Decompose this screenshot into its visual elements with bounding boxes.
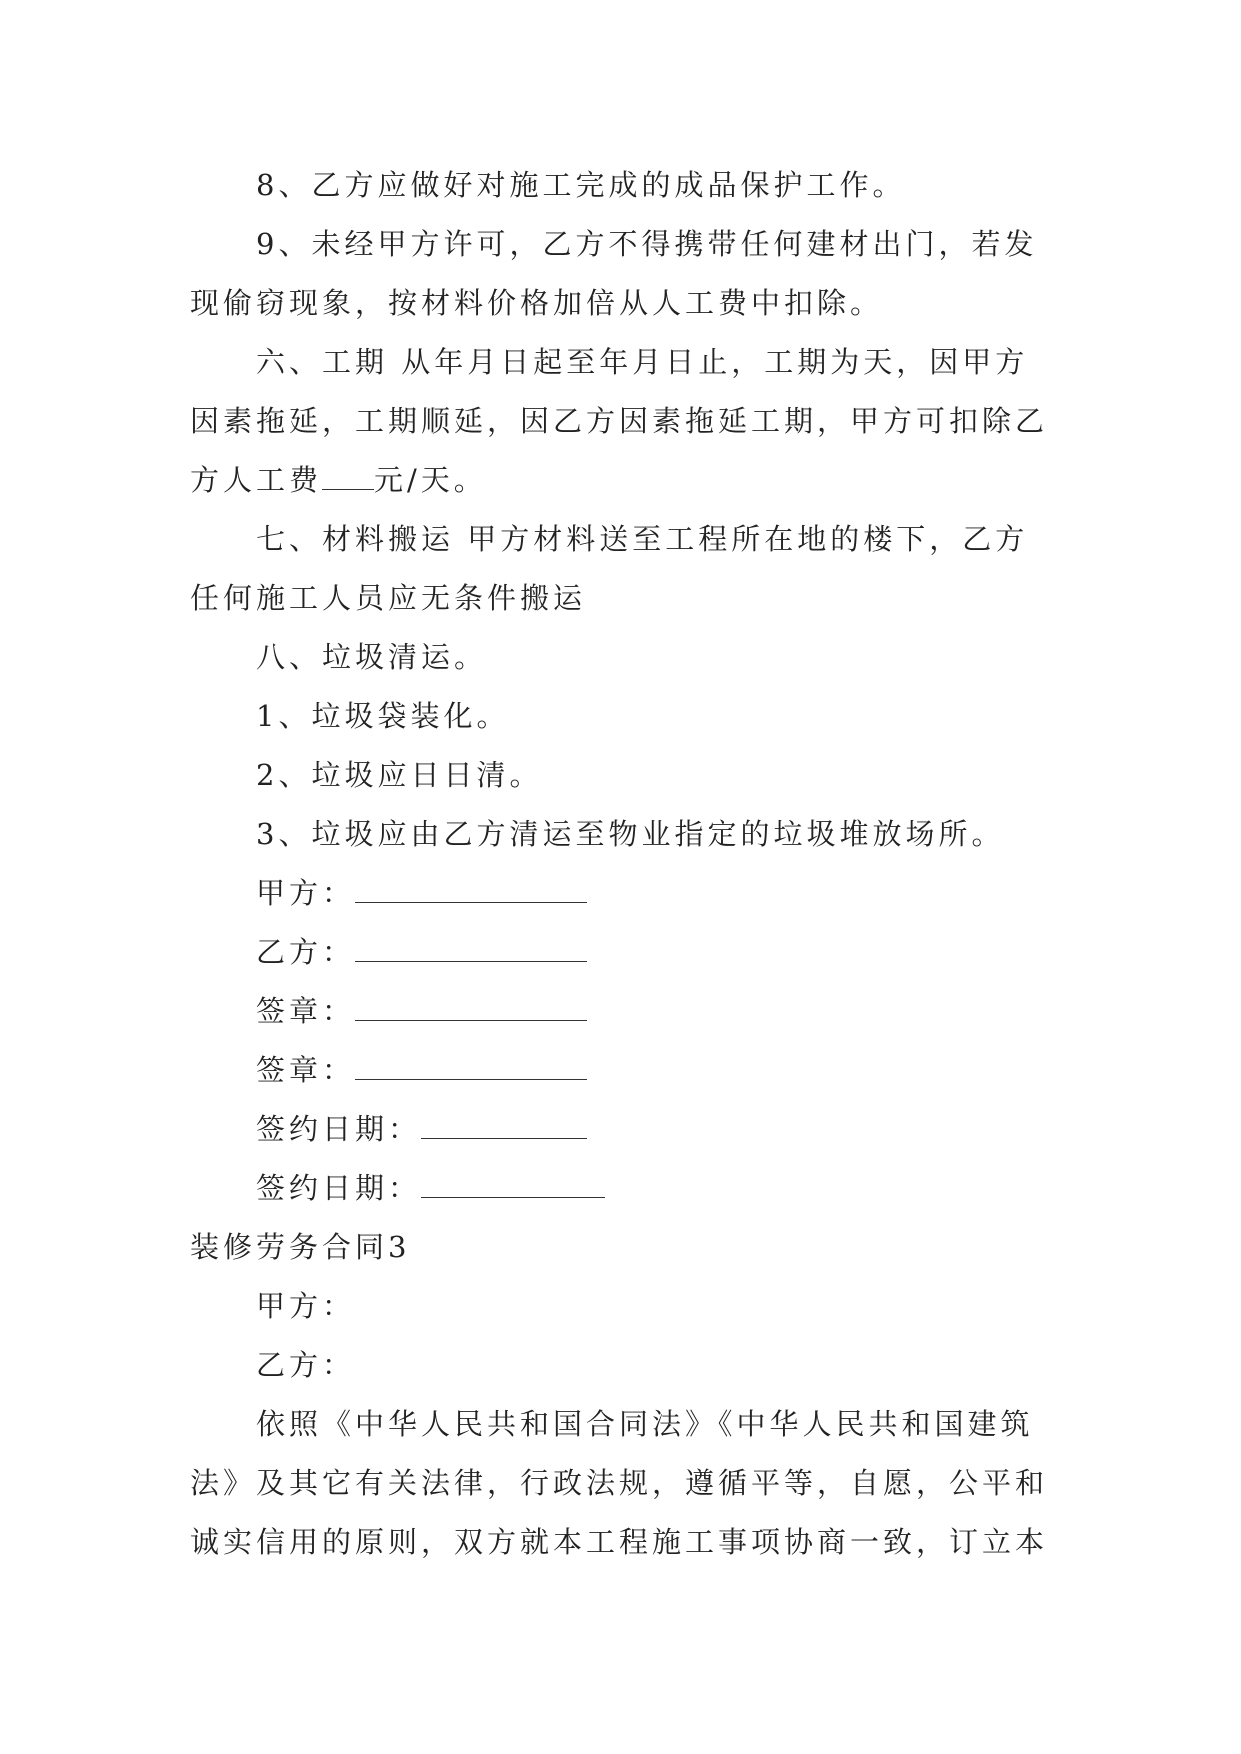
party-label: 乙方： <box>256 1348 356 1382</box>
paragraph-line <box>190 460 487 500</box>
signature-label: 签约日期： <box>256 1171 422 1205</box>
party-label: 甲方： <box>256 1289 356 1323</box>
signature-label: 签章： <box>256 994 356 1028</box>
paragraph-line: 9、未经甲方许可，乙方不得携带任何建材出门，若发 <box>256 227 1038 261</box>
list-item: 3、垃圾应由乙方清运至物业指定的垃圾堆放场所。 <box>256 817 1005 851</box>
signature-blank <box>355 876 587 903</box>
section-heading: 八、垃圾清运。 <box>256 640 488 674</box>
paragraph-line: 诚实信用的原则，双方就本工程施工事项协商一致，订立本 <box>190 1525 1049 1559</box>
labor-fee-label: 方人工费 <box>190 463 323 497</box>
signature-line-seal <box>256 991 587 1031</box>
labor-fee-blank <box>322 463 374 490</box>
list-item: 1、垃圾袋装化。 <box>256 699 510 733</box>
signature-label: 甲方： <box>256 876 356 910</box>
signature-line-date <box>256 1109 587 1149</box>
paragraph-line: 8、乙方应做好对施工完成的成品保护工作。 <box>256 168 906 202</box>
signature-label: 签章： <box>256 1053 356 1087</box>
paragraph-line: 六、工期 从年月日起至年月日止，工期为天，因甲方 <box>256 345 1029 379</box>
signature-blank <box>355 994 587 1021</box>
signature-label: 签约日期： <box>256 1112 422 1146</box>
contract-title: 装修劳务合同3 <box>190 1230 411 1264</box>
signature-blank <box>421 1171 605 1198</box>
signature-line-seal <box>256 1050 587 1090</box>
signature-blank <box>355 1053 587 1080</box>
paragraph-line: 现偷窃现象，按材料价格加倍从人工费中扣除。 <box>190 286 884 320</box>
paragraph-line: 因素拖延，工期顺延，因乙方因素拖延工期，甲方可扣除乙 <box>190 404 1049 438</box>
signature-blank <box>421 1112 587 1139</box>
signature-line-party-a <box>256 873 587 913</box>
signature-line-party-b <box>256 932 587 972</box>
signature-line-date <box>256 1168 605 1208</box>
paragraph-line: 任何施工人员应无条件搬运 <box>190 581 587 615</box>
paragraph-line: 依照《中华人民共和国合同法》《中华人民共和国建筑 <box>256 1407 1034 1441</box>
labor-fee-unit: 元/天。 <box>374 463 487 497</box>
list-item: 2、垃圾应日日清。 <box>256 758 543 792</box>
signature-blank <box>355 935 587 962</box>
paragraph-line: 七、材料搬运 甲方材料送至工程所在地的楼下，乙方 <box>256 522 1029 556</box>
paragraph-line: 法》及其它有关法律，行政法规，遵循平等，自愿，公平和 <box>190 1466 1049 1500</box>
signature-label: 乙方： <box>256 935 356 969</box>
